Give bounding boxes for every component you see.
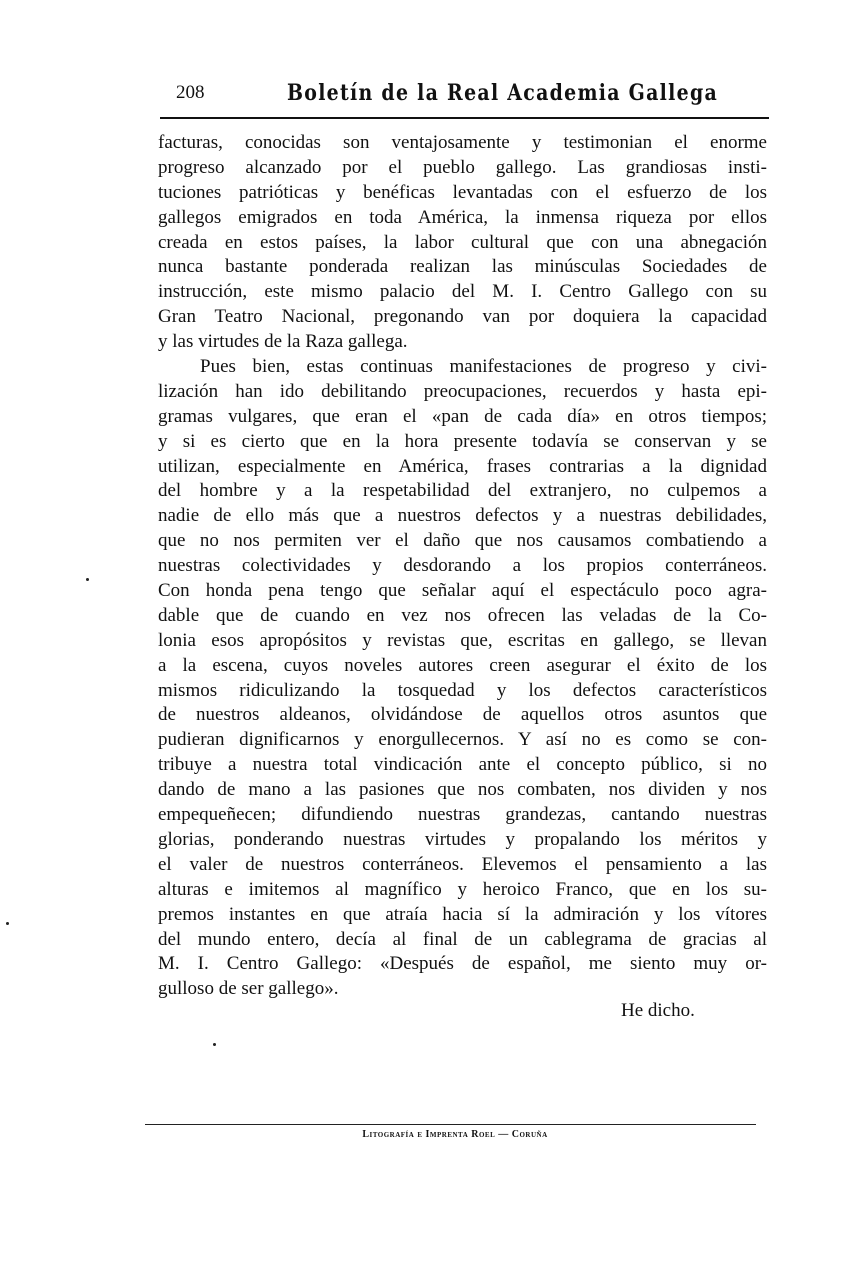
text-line: alturas e imitemos al magnífico y heroico Franco, que en los su- [158, 878, 767, 900]
scan-speck [6, 922, 9, 925]
text-line: premos instantes en que atraía hacia sí la admiración y los vítores [158, 903, 767, 925]
text-line: Con honda pena tengo que señalar aquí el espectáculo poco agra- [158, 580, 767, 602]
footer-rule [145, 1124, 756, 1125]
text-line: M. I. Centro Gallego: «Después de español, me siento muy or- [158, 953, 767, 975]
text-line: nuestras colectividades y desdorando a los propios conterráneos. [158, 555, 767, 577]
text-line: gallegos emigrados en toda América, la inmensa riqueza por ellos [158, 206, 767, 228]
text-line: nunca bastante ponderada realizan las minúsculas Sociedades de [158, 256, 767, 278]
scan-speck [86, 578, 89, 581]
scan-speck [213, 1043, 216, 1046]
text-line: gulloso de ser gallego». [158, 978, 339, 1000]
closing-signoff: He dicho. [621, 1000, 695, 1021]
text-line: progreso alcanzado por el pueblo gallego. Las grandiosas insti- [158, 156, 767, 178]
text-line: facturas, conocidas son ventajosamente y testimonian el enorme [158, 132, 767, 153]
text-line: del hombre y a la respetabilidad del extranjero, no culpemos a [158, 480, 767, 502]
text-line: Gran Teatro Nacional, pregonando van por doquiera la capacidad [158, 306, 767, 328]
text-line: pudieran dignificarnos y enorgullecernos. Y así no es como se con- [158, 729, 767, 751]
text-line: utilizan, especialmente en América, frases contrarias a la dignidad [158, 455, 767, 477]
text-line: Pues bien, estas continuas manifestaciones de progreso y civi- [200, 356, 767, 378]
text-line: glorias, ponderando nuestras virtudes y propalando los méritos y [158, 828, 767, 850]
page-number: 208 [176, 82, 205, 103]
text-line: del mundo entero, decía al final de un cablegrama de gracias al [158, 928, 767, 950]
text-line: que no nos permiten ver el daño que nos causamos combatiendo a [158, 530, 767, 552]
header-rule [160, 117, 769, 119]
text-line: empequeñecen; difundiendo nuestras grandezas, cantando nuestras [158, 804, 767, 826]
printer-imprint: Litografía e Imprenta Roel — Coruña [362, 1129, 548, 1140]
paragraph [158, 131, 767, 355]
text-line: de nuestros aldeanos, olvidándose de aquellos otros asuntos que [158, 704, 767, 726]
text-line: tribuye a nuestra total vindicación ante el concepto público, si no [158, 754, 767, 776]
text-line: nadie de ello más que a nuestros defectos y a nuestras debilidades, [158, 505, 767, 527]
body-text [158, 131, 767, 1002]
text-line: y si es cierto que en la hora presente todavía se conservan y se [158, 430, 767, 452]
running-title: Boletín de la Real Academia Gallega [287, 80, 719, 106]
text-line: tuciones patrióticas y benéficas levantadas con el esfuerzo de los [158, 181, 767, 203]
text-line: dable que de cuando en vez nos ofrecen las veladas de la Co- [158, 604, 767, 626]
text-line: mismos ridiculizando la tosquedad y los defectos característicos [158, 679, 767, 701]
text-line: creada en estos países, la labor cultural que con una abnegación [158, 231, 767, 253]
text-line: y las virtudes de la Raza gallega. [158, 331, 408, 353]
text-line: lonia esos apropósitos y revistas que, escritas en gallego, se llevan [158, 629, 767, 651]
text-line: a la escena, cuyos noveles autores creen asegurar el éxito de los [158, 654, 767, 676]
text-line: dando de mano a las pasiones que nos combaten, nos dividen y nos [158, 779, 767, 801]
paragraph [158, 355, 767, 1002]
text-line: gramas vulgares, que eran el «pan de cada día» en otros tiempos; [158, 405, 767, 427]
text-line: instrucción, este mismo palacio del M. I. Centro Gallego con su [158, 281, 767, 303]
text-line: el valer de nuestros conterráneos. Elevemos el pensamiento a las [158, 853, 767, 875]
text-line: lización han ido debilitando preocupaciones, recuerdos y hasta epi- [158, 380, 767, 402]
